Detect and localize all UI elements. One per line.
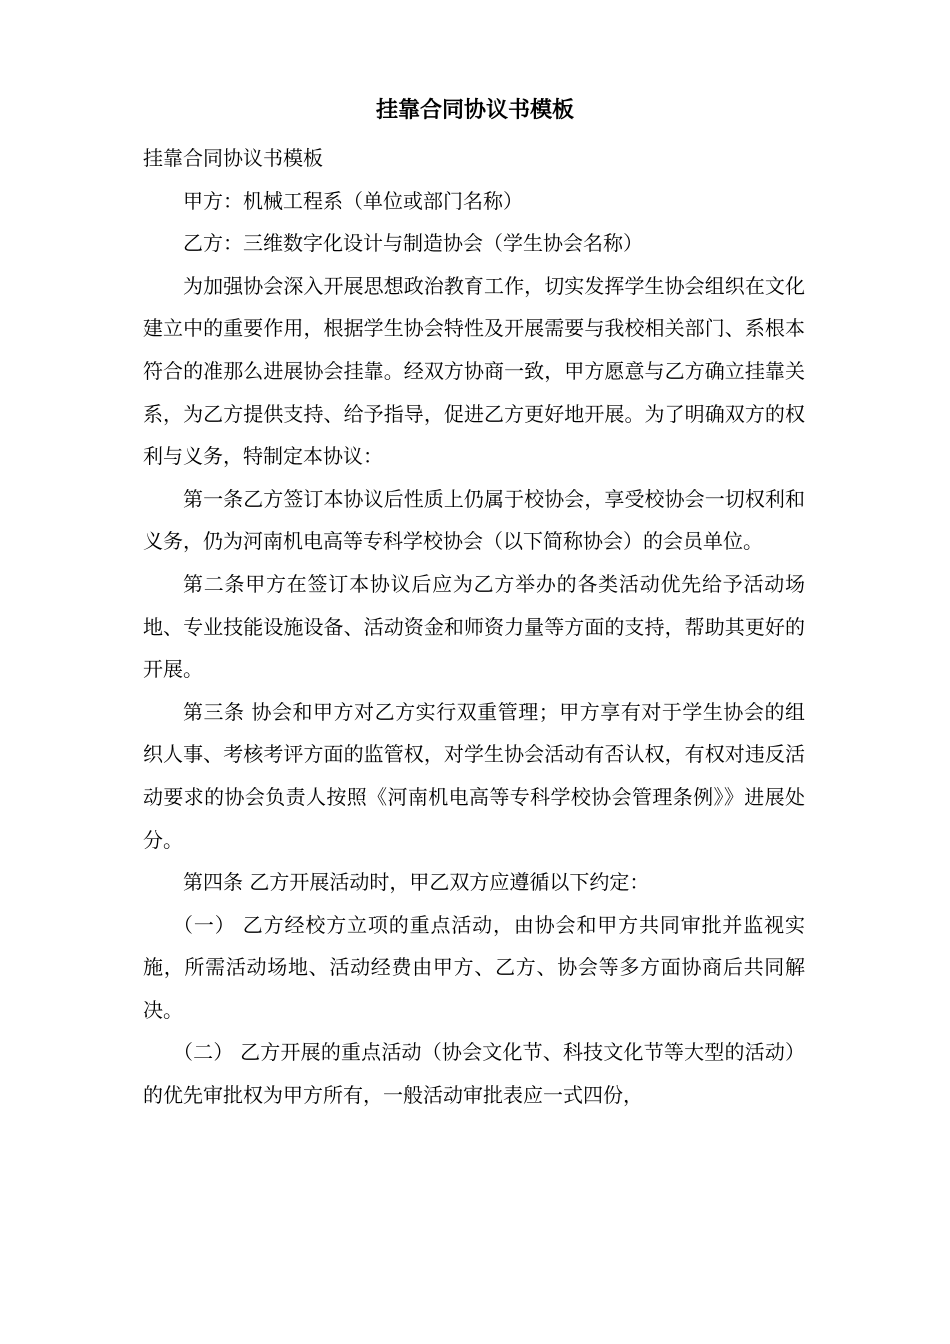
clause-2-paragraph: （二） 乙方开展的重点活动（协会文化节、科技文化节等大型的活动）的优先审批权为甲方所有，一般活动审批表应一式四份， [143,1040,805,1108]
party-b-line: 乙方：三维数字化设计与制造协会（学生协会名称） [183,231,643,256]
document-body [143,137,805,1117]
article-4-paragraph: 第四条 乙方开展活动时，甲乙双方应遵循以下约定： [183,870,650,895]
intro-paragraph: 为加强协会深入开展思想政治教育工作，切实发挥学生协会组织在文化建立中的重要作用，根据学生协会特性及开展需要与我校相关部门、系根本符合的准那么进展协会挂靠。经双方协商一致，甲方愿意与乙方确立挂靠关系，为乙方提供支持、给予指导，促进乙方更好地开展。为了明确双方的权利与义务，特制定本协议： [143,273,805,469]
article-3-paragraph: 第三条 协会和甲方对乙方实行双重管理；甲方享有对于学生协会的组织人事、考核考评方面的监管权，对学生协会活动有否认权，有权对违反活动要求的协会负责人按照《河南机电高等专科学校协会管理条例》》进展处分。 [143,699,805,852]
clause-1-paragraph: （一） 乙方经校方立项的重点活动，由协会和甲方共同审批并监视实施，所需活动场地、活动经费由甲方、乙方、协会等多方面协商后共同解决。 [143,912,805,1022]
article-1-paragraph: 第一条乙方签订本协议后性质上仍属于校协会，享受校协会一切权利和义务，仍为河南机电高等专科学校协会（以下简称协会）的会员单位。 [143,486,805,554]
article-2-paragraph: 第二条甲方在签订本协议后应为乙方举办的各类活动优先给予活动场地、专业技能设施设备、活动资金和师资力量等方面的支持，帮助其更好的开展。 [143,571,805,682]
document-subtitle: 挂靠合同协议书模板 [143,146,323,170]
party-a-line: 甲方：机械工程系（单位或部门名称） [183,188,523,213]
document-title: 挂靠合同协议书模板 [375,97,574,123]
